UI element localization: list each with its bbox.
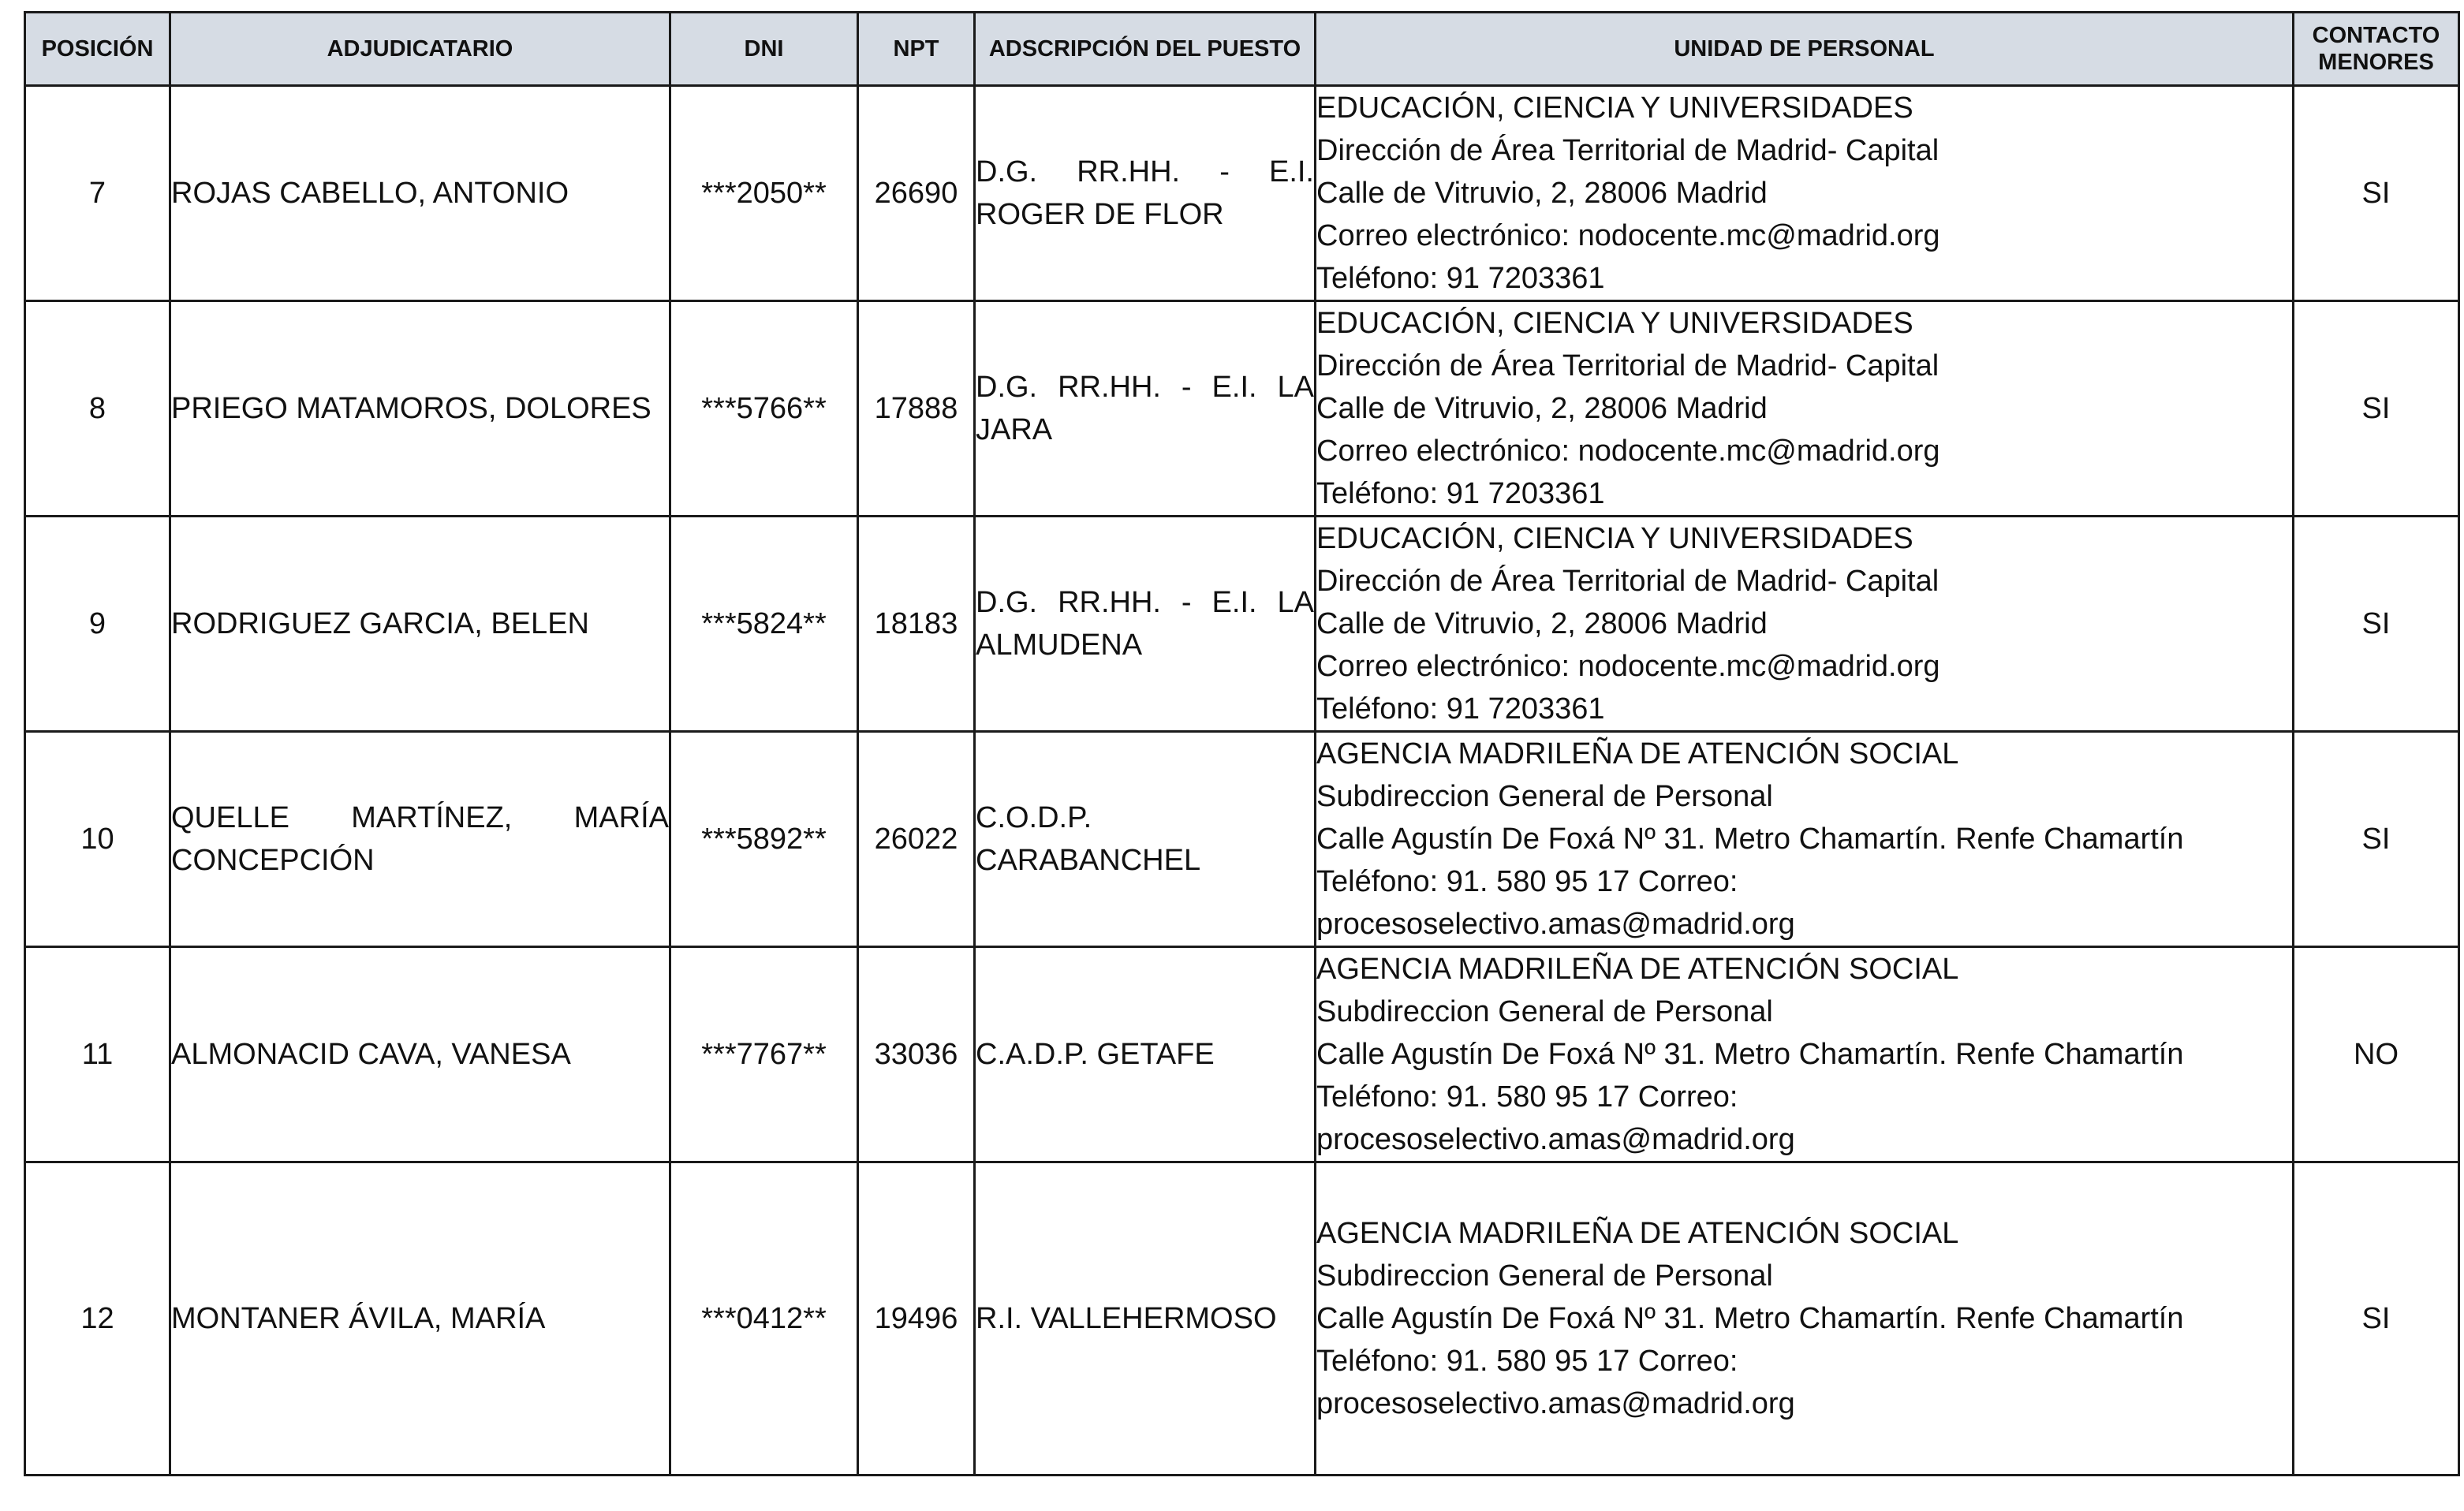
cell-unidad [1316,86,2294,301]
unidad-line: Calle de Vitruvio, 2, 28006 Madrid [1316,392,1768,425]
unidad-line: Teléfono: 91. 580 95 17 Correo: [1316,865,1738,898]
cell-adscripcion: C.A.D.P. GETAFE [975,947,1316,1162]
cell-posicion: 10 [25,732,170,947]
table-row [25,86,2459,301]
cell-dni: ***7767** [670,947,858,1162]
cell-npt: 26690 [858,86,975,301]
cell-adscripcion: D.G. RR.HH. - E.I. ROGER DE FLOR [975,86,1316,301]
header-npt: NPT [858,13,975,86]
unidad-line: procesoselectivo.amas@madrid.org [1316,1123,1795,1156]
unidad-line: Calle Agustín De Foxá Nº 31. Metro Chamartín. Renfe Chamartín [1316,1302,2184,1335]
header-row [25,13,2459,86]
cell-npt: 18183 [858,517,975,732]
unidad-line: EDUCACIÓN, CIENCIA Y UNIVERSIDADES [1316,307,1913,340]
cell-contacto: SI [2294,1162,2459,1476]
cell-posicion: 9 [25,517,170,732]
cell-adjudicatario: ROJAS CABELLO, ANTONIO [170,86,670,301]
cell-unidad [1316,517,2294,732]
cell-npt: 17888 [858,301,975,517]
cell-adscripcion: C.O.D.P. CARABANCHEL [975,732,1316,947]
cell-adscripcion: D.G. RR.HH. - E.I. LA ALMUDENA [975,517,1316,732]
unidad-line: EDUCACIÓN, CIENCIA Y UNIVERSIDADES [1316,91,1913,125]
cell-dni: ***5892** [670,732,858,947]
cell-adjudicatario: ALMONACID CAVA, VANESA [170,947,670,1162]
unidad-line: Calle de Vitruvio, 2, 28006 Madrid [1316,177,1768,210]
header-adjudicatario: ADJUDICATARIO [170,13,670,86]
unidad-line: Calle Agustín De Foxá Nº 31. Metro Chamartín. Renfe Chamartín [1316,1038,2184,1071]
cell-adjudicatario: PRIEGO MATAMOROS, DOLORES [170,301,670,517]
cell-adjudicatario: RODRIGUEZ GARCIA, BELEN [170,517,670,732]
unidad-line: Subdireccion General de Personal [1316,995,1773,1028]
header-posicion: POSICIÓN [25,13,170,86]
unidad-line: procesoselectivo.amas@madrid.org [1316,1387,1795,1420]
cell-contacto: SI [2294,517,2459,732]
cell-contacto: SI [2294,86,2459,301]
cell-npt: 19496 [858,1162,975,1476]
unidad-line: Teléfono: 91 7203361 [1316,692,1605,726]
cell-unidad [1316,732,2294,947]
cell-posicion: 11 [25,947,170,1162]
cell-contacto: SI [2294,732,2459,947]
header-dni: DNI [670,13,858,86]
cell-contacto: SI [2294,301,2459,517]
cell-posicion: 8 [25,301,170,517]
unidad-line: Subdireccion General de Personal [1316,1259,1773,1293]
cell-npt: 26022 [858,732,975,947]
unidad-line: Teléfono: 91 7203361 [1316,477,1605,510]
cell-dni: ***5824** [670,517,858,732]
unidad-line: Teléfono: 91. 580 95 17 Correo: [1316,1345,1738,1378]
cell-posicion: 12 [25,1162,170,1476]
unidad-line: EDUCACIÓN, CIENCIA Y UNIVERSIDADES [1316,522,1913,555]
header-adscripcion: ADSCRIPCIÓN DEL PUESTO [975,13,1316,86]
unidad-line: Dirección de Área Territorial de Madrid- Capital [1316,349,1939,382]
table-row [25,732,2459,947]
table-row [25,947,2459,1162]
unidad-line: AGENCIA MADRILEÑA DE ATENCIÓN SOCIAL [1316,953,1959,986]
cell-unidad [1316,947,2294,1162]
unidad-line: Dirección de Área Territorial de Madrid- Capital [1316,134,1939,167]
header-contacto: CONTACTO MENORES [2294,13,2459,86]
unidad-line: Teléfono: 91. 580 95 17 Correo: [1316,1080,1738,1114]
cell-dni: ***2050** [670,86,858,301]
unidad-line: procesoselectivo.amas@madrid.org [1316,908,1795,941]
unidad-line: Correo electrónico: nodocente.mc@madrid.org [1316,219,1940,252]
cell-adjudicatario: QUELLE MARTÍNEZ, MARÍA CONCEPCIÓN [170,732,670,947]
cell-adjudicatario: MONTANER ÁVILA, MARÍA [170,1162,670,1476]
cell-adscripcion: D.G. RR.HH. - E.I. LA JARA [975,301,1316,517]
cell-dni: ***0412** [670,1162,858,1476]
cell-dni: ***5766** [670,301,858,517]
table-row [25,301,2459,517]
cell-unidad [1316,301,2294,517]
header-unidad: UNIDAD DE PERSONAL [1316,13,2294,86]
unidad-line: Correo electrónico: nodocente.mc@madrid.org [1316,650,1940,683]
unidad-line: Dirección de Área Territorial de Madrid- Capital [1316,565,1939,598]
cell-unidad [1316,1162,2294,1476]
unidad-line: Teléfono: 91 7203361 [1316,262,1605,295]
cell-npt: 33036 [858,947,975,1162]
unidad-line: Calle Agustín De Foxá Nº 31. Metro Chamartín. Renfe Chamartín [1316,823,2184,856]
adjudication-table [24,11,2460,1476]
unidad-line: Correo electrónico: nodocente.mc@madrid.org [1316,435,1940,468]
cell-posicion: 7 [25,86,170,301]
table-row [25,1162,2459,1476]
unidad-line: AGENCIA MADRILEÑA DE ATENCIÓN SOCIAL [1316,1217,1959,1250]
unidad-line: Subdireccion General de Personal [1316,780,1773,813]
table-row [25,517,2459,732]
unidad-line: AGENCIA MADRILEÑA DE ATENCIÓN SOCIAL [1316,737,1959,770]
unidad-line: Calle de Vitruvio, 2, 28006 Madrid [1316,607,1768,640]
cell-contacto: NO [2294,947,2459,1162]
cell-adscripcion: R.I. VALLEHERMOSO [975,1162,1316,1476]
